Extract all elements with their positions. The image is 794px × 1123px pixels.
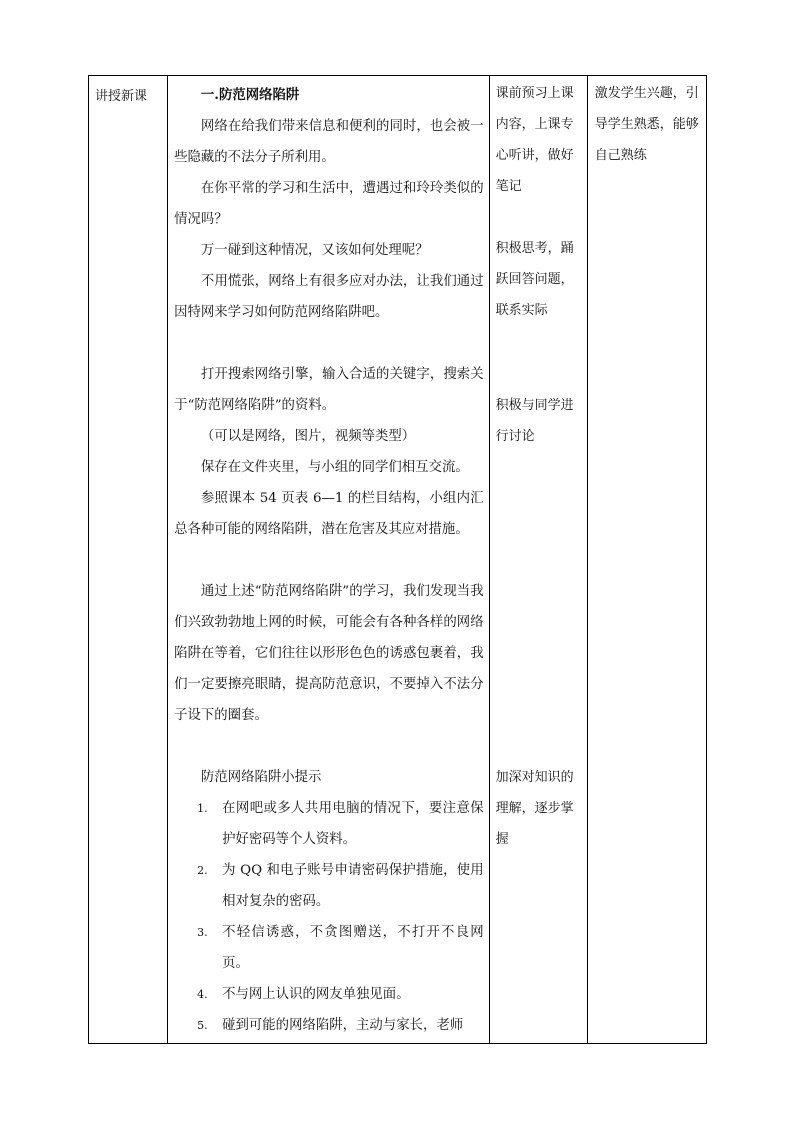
stage-cell: [89, 76, 168, 1044]
student-activity-2: 积极思考，踊跃回答问题，联系实际: [495, 241, 574, 318]
tip-text: 在网吧或多人共用电脑的情况下，要注意保护好密码等个人资料。: [222, 801, 484, 847]
tip-text: 碰到可能的网络陷阱，主动与家长，老师: [222, 1018, 464, 1033]
stage-label: 讲授新课: [95, 89, 148, 104]
paragraph-5: 打开搜索网络引擎，输入合适的关键字，搜索关于“防范网络陷阱”的资料。: [174, 367, 484, 413]
paragraph-1: 网络在给我们带来信息和便利的同时，也会被一些隐藏的不法分子所利用。: [174, 119, 484, 165]
tip-number: 1.: [197, 802, 208, 815]
list-item: [197, 917, 484, 979]
student-activity: [490, 76, 587, 847]
design-purpose-cell: [587, 76, 706, 1044]
design-purpose: 激发学生兴趣，引导学生熟悉，能够自己熟练: [594, 86, 699, 163]
paragraph-6: （可以是网络，图片，视频等类型）: [200, 429, 416, 444]
student-activity-cell: [489, 76, 587, 1044]
tip-number: 3.: [197, 926, 208, 939]
lesson-plan-table: [88, 75, 707, 1044]
student-activity-4: 加深对知识的理解，逐步掌握: [495, 770, 574, 847]
student-activity-3: 积极与同学进行讨论: [495, 398, 574, 444]
tips-title: 防范网络陷阱小提示: [200, 770, 322, 785]
tip-number: 2.: [197, 864, 208, 877]
teaching-content: [168, 76, 489, 1041]
tip-text: 不与网上认识的网友单独见面。: [222, 987, 410, 1002]
spacer: [174, 545, 484, 576]
tip-text: 不轻信诱惑，不贪图赠送，不打开不良网页。: [222, 925, 484, 971]
paragraph-4: 不用慌张，网络上有很多应对办法，让我们通过因特网来学习如何防范网络陷阱吧。: [174, 274, 484, 320]
section-title: 一.防范网络陷阱: [200, 87, 300, 103]
tip-number: 4.: [197, 988, 208, 1001]
tips-list: [174, 793, 484, 1041]
tip-text: 为 QQ 和电子账号申请密码保护措施，使用相对复杂的密码。: [222, 863, 484, 909]
list-item: [197, 855, 484, 917]
content-cell: [168, 76, 490, 1044]
paragraph-9: 通过上述“防范网络陷阱”的学习，我们发现当我们兴致勃勃地上网的时候，可能会有各种各样的网络陷阱在等着，它们往往以形形色色的诱惑包裹着，我们一定要擦亮眼睛，提高防范意识，不要掉入不法分子设下的圈套。: [174, 584, 484, 723]
spacer: [174, 731, 484, 762]
tip-number: 5.: [197, 1019, 208, 1032]
student-activity-1: 课前预习上课内容，上课专心听讲，做好笔记: [495, 86, 574, 194]
paragraph-3: 万一碰到这种情况，又该如何处理呢？: [200, 243, 429, 258]
spacer: [174, 328, 484, 359]
paragraph-2: 在你平常的学习和生活中，遭遇过和玲玲类似的情况吗？: [174, 181, 484, 227]
lesson-row: [89, 76, 707, 1044]
list-item: [197, 1010, 484, 1041]
paragraph-7: 保存在文件夹里，与小组的同学们相互交流。: [200, 460, 469, 475]
list-item: [197, 979, 484, 1010]
list-item: [197, 793, 484, 855]
paragraph-8: 参照课本 54 页表 6—1 的栏目结构，小组内汇总各种可能的网络陷阱，潜在危害及其应对措施。: [174, 491, 484, 537]
